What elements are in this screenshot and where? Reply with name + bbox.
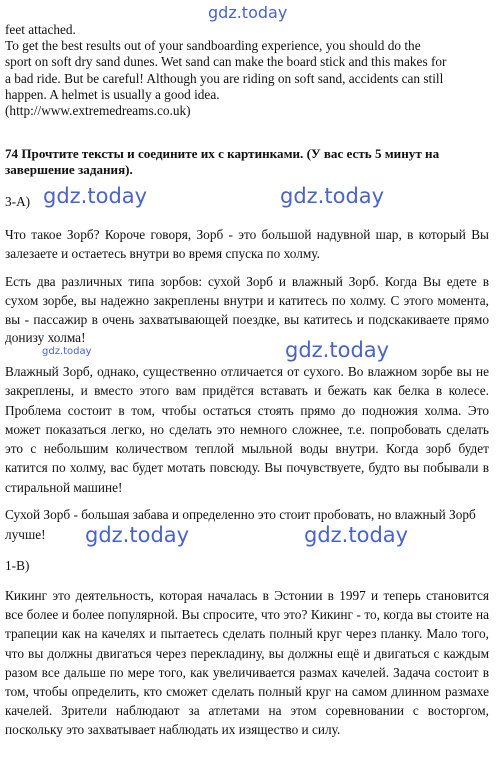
watermark: gdz.today xyxy=(285,338,390,362)
watermark: gdz.today xyxy=(85,523,190,547)
source-url: (http://www.extremedreams.co.uk) xyxy=(5,103,191,119)
zorb-types-paragraph: Есть два различных типа зорбов: сухой Зорб и влажный Зорб. Когда Вы едете в сухом зорбе, вы надежно закреплены внутри и катитесь по холму. С этого момента, вы - пассажир в очень захватывающей поездке, вы катитесь и подскакиваете прямо донизу холма! xyxy=(5,274,489,346)
watermark-top: gdz.today xyxy=(208,3,288,22)
task-heading-line-2: завершение задания). xyxy=(5,162,133,178)
label-3a: 3-А) xyxy=(5,194,31,209)
english-line: a bad ride. But be careful! Although you are riding on soft sand, accidents can still xyxy=(5,70,444,86)
english-line: feet attached. xyxy=(5,22,76,37)
watermark-small: gdz.today xyxy=(42,346,92,357)
watermark: gdz.today xyxy=(280,184,385,208)
kiking-paragraph: Кикинг это деятельность, которая началась в Эстонии в 1997 и теперь становится все более и более популярной. Вы спросите, что это? Кикинг - то, когда вы стоите на трапеции как на качелях и пытаетесь сделать полный круг через планку. Мало того, что вы должны двигаться через перекладину, вы должны ещё и двигаться с каждым разом все дальше по мере того, как увеличивается размах качелей. Задача состоит в том, чтобы определить, кто сможет сделать полный круг на самом длинном размахе качелей. Зрители наблюдают за атлетами на этом соревновании с восторгом, поскольку это захватывает наблюдать их изящество и силу. xyxy=(5,588,489,738)
zorb-conclusion-paragraph: Сухой Зорб - большая забава и определенно это стоит пробовать, но влажный Зорб лучше! xyxy=(5,507,476,542)
zorb-intro-paragraph: Что такое Зорб? Короче говоря, Зорб - это большой надувной шар, в который Вы залезаете и остаетесь внутри во время спуска по холму. xyxy=(5,227,489,261)
task-heading-line-1: 74 Прочтите тексты и соедините их с картинками. (У вас есть 5 минут на xyxy=(5,146,440,161)
english-text-fragment xyxy=(5,22,489,119)
english-line: sport on soft dry sand dunes. Wet sand can make the board stick and this makes for xyxy=(5,54,447,70)
english-line: To get the best results out of your sandboarding experience, you should do the xyxy=(5,38,421,54)
task-heading xyxy=(5,146,489,178)
watermark: gdz.today xyxy=(43,184,148,208)
english-line: happen. A helmet is usually a good idea. xyxy=(5,86,220,102)
label-1b: 1-В) xyxy=(5,558,30,573)
zorb-wet-paragraph: Влажный Зорб, однако, существенно отличается от сухого. Во влажном зорбе вы не закреплены, и вместо этого вам придётся вставать и бежать как белка в колесе. Проблема состоит в том, чтобы остаться стоять прямо до подножия холма. Это может показаться легко, но сделать это немного сложнее, т.е. попробовать сделать это с небольшим количеством теплой мыльной воды внутри. Когда зорб будет катится по холму, вас будет мотать повсюду. Вы почувствуете, будто вы побывали в стиральной машине! xyxy=(5,364,489,495)
watermark: gdz.today xyxy=(304,523,409,547)
